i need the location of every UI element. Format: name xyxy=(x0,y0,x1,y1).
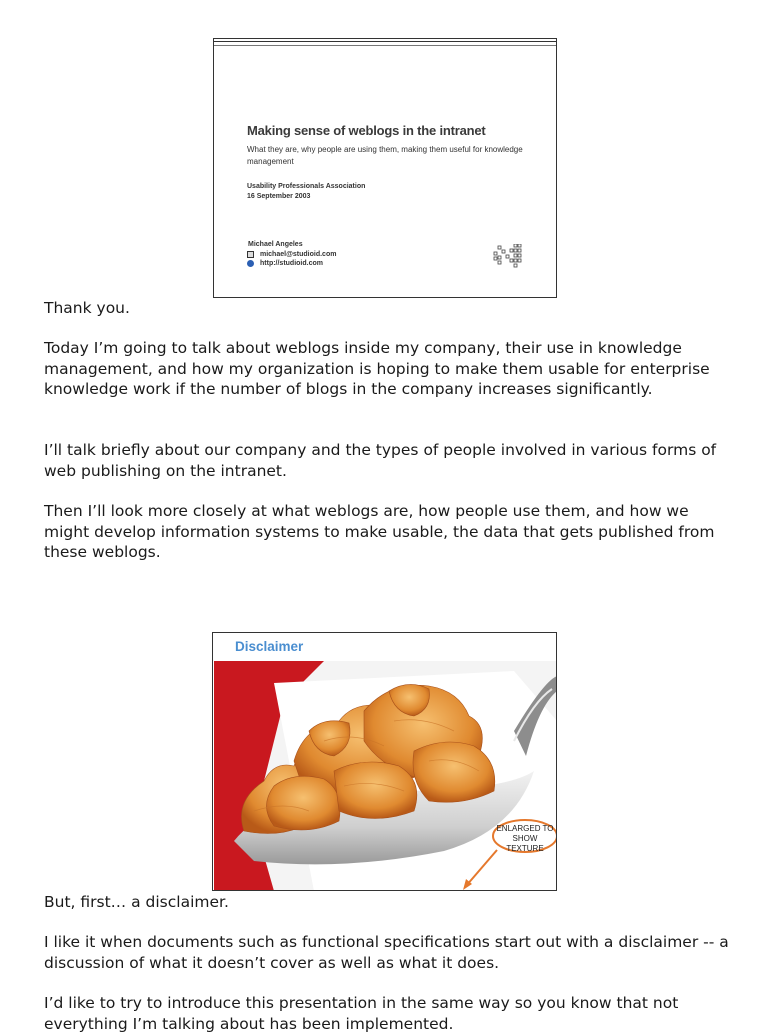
paragraph-thank-you: Thank you. xyxy=(44,299,130,317)
slide-website: http://studioid.com xyxy=(260,260,323,267)
slide-event-info xyxy=(247,182,365,202)
slide-top-rule xyxy=(214,41,556,42)
disclaimer-slide xyxy=(212,632,557,891)
paragraph-intro: Today I’m going to talk about weblogs inside my company, their use in knowledge management, and how my organization is hoping to make them usable for enterprise knowledge work if the number of blogs in the company increases significantly. xyxy=(44,339,710,398)
paragraph-disclaimer-intro: But, first… a disclaimer. xyxy=(44,893,229,911)
slide-top-rule-thin xyxy=(214,45,556,46)
paragraph-weblogs: Then I’ll look more closely at what weblogs are, how people use them, and how we might develop information systems to make usable, the data that gets published from these weblogs. xyxy=(44,502,715,561)
slide-date: 16 September 2003 xyxy=(247,193,311,200)
slide-website-row xyxy=(247,260,323,267)
paragraph-company: I’ll talk briefly about our company and the types of people involved in various forms of web publishing on the intranet. xyxy=(44,441,717,480)
slide-organization: Usability Professionals Association xyxy=(247,183,366,190)
paragraph-specs: I like it when documents such as functional specifications start out with a disclaimer -- a discussion of what it doesn’t cover as well as what it does. xyxy=(44,933,729,972)
slide-title: Making sense of weblogs in the intranet xyxy=(247,123,486,138)
globe-icon xyxy=(247,260,254,267)
badge-line-1: ENLARGED TO xyxy=(496,824,554,833)
slide-email-row xyxy=(247,251,336,258)
enlarged-badge xyxy=(495,824,555,854)
slide-subtitle: What they are, why people are using them, making them useful for knowledge management xyxy=(247,145,523,166)
title-slide xyxy=(213,38,557,298)
paragraph-presentation: I’d like to try to introduce this presentation in the same way so you know that not everything I’m talking about has been implemented. xyxy=(44,994,679,1033)
badge-line-2: SHOW TEXTURE xyxy=(506,834,544,853)
slide-email: michael@studioid.com xyxy=(260,251,337,258)
disclaimer-slide-title: Disclaimer xyxy=(235,639,304,654)
mail-icon xyxy=(247,251,254,258)
cereal-spoon-photo xyxy=(214,661,557,891)
slide-author: Michael Angeles xyxy=(248,241,303,248)
studioid-logo xyxy=(492,244,524,270)
